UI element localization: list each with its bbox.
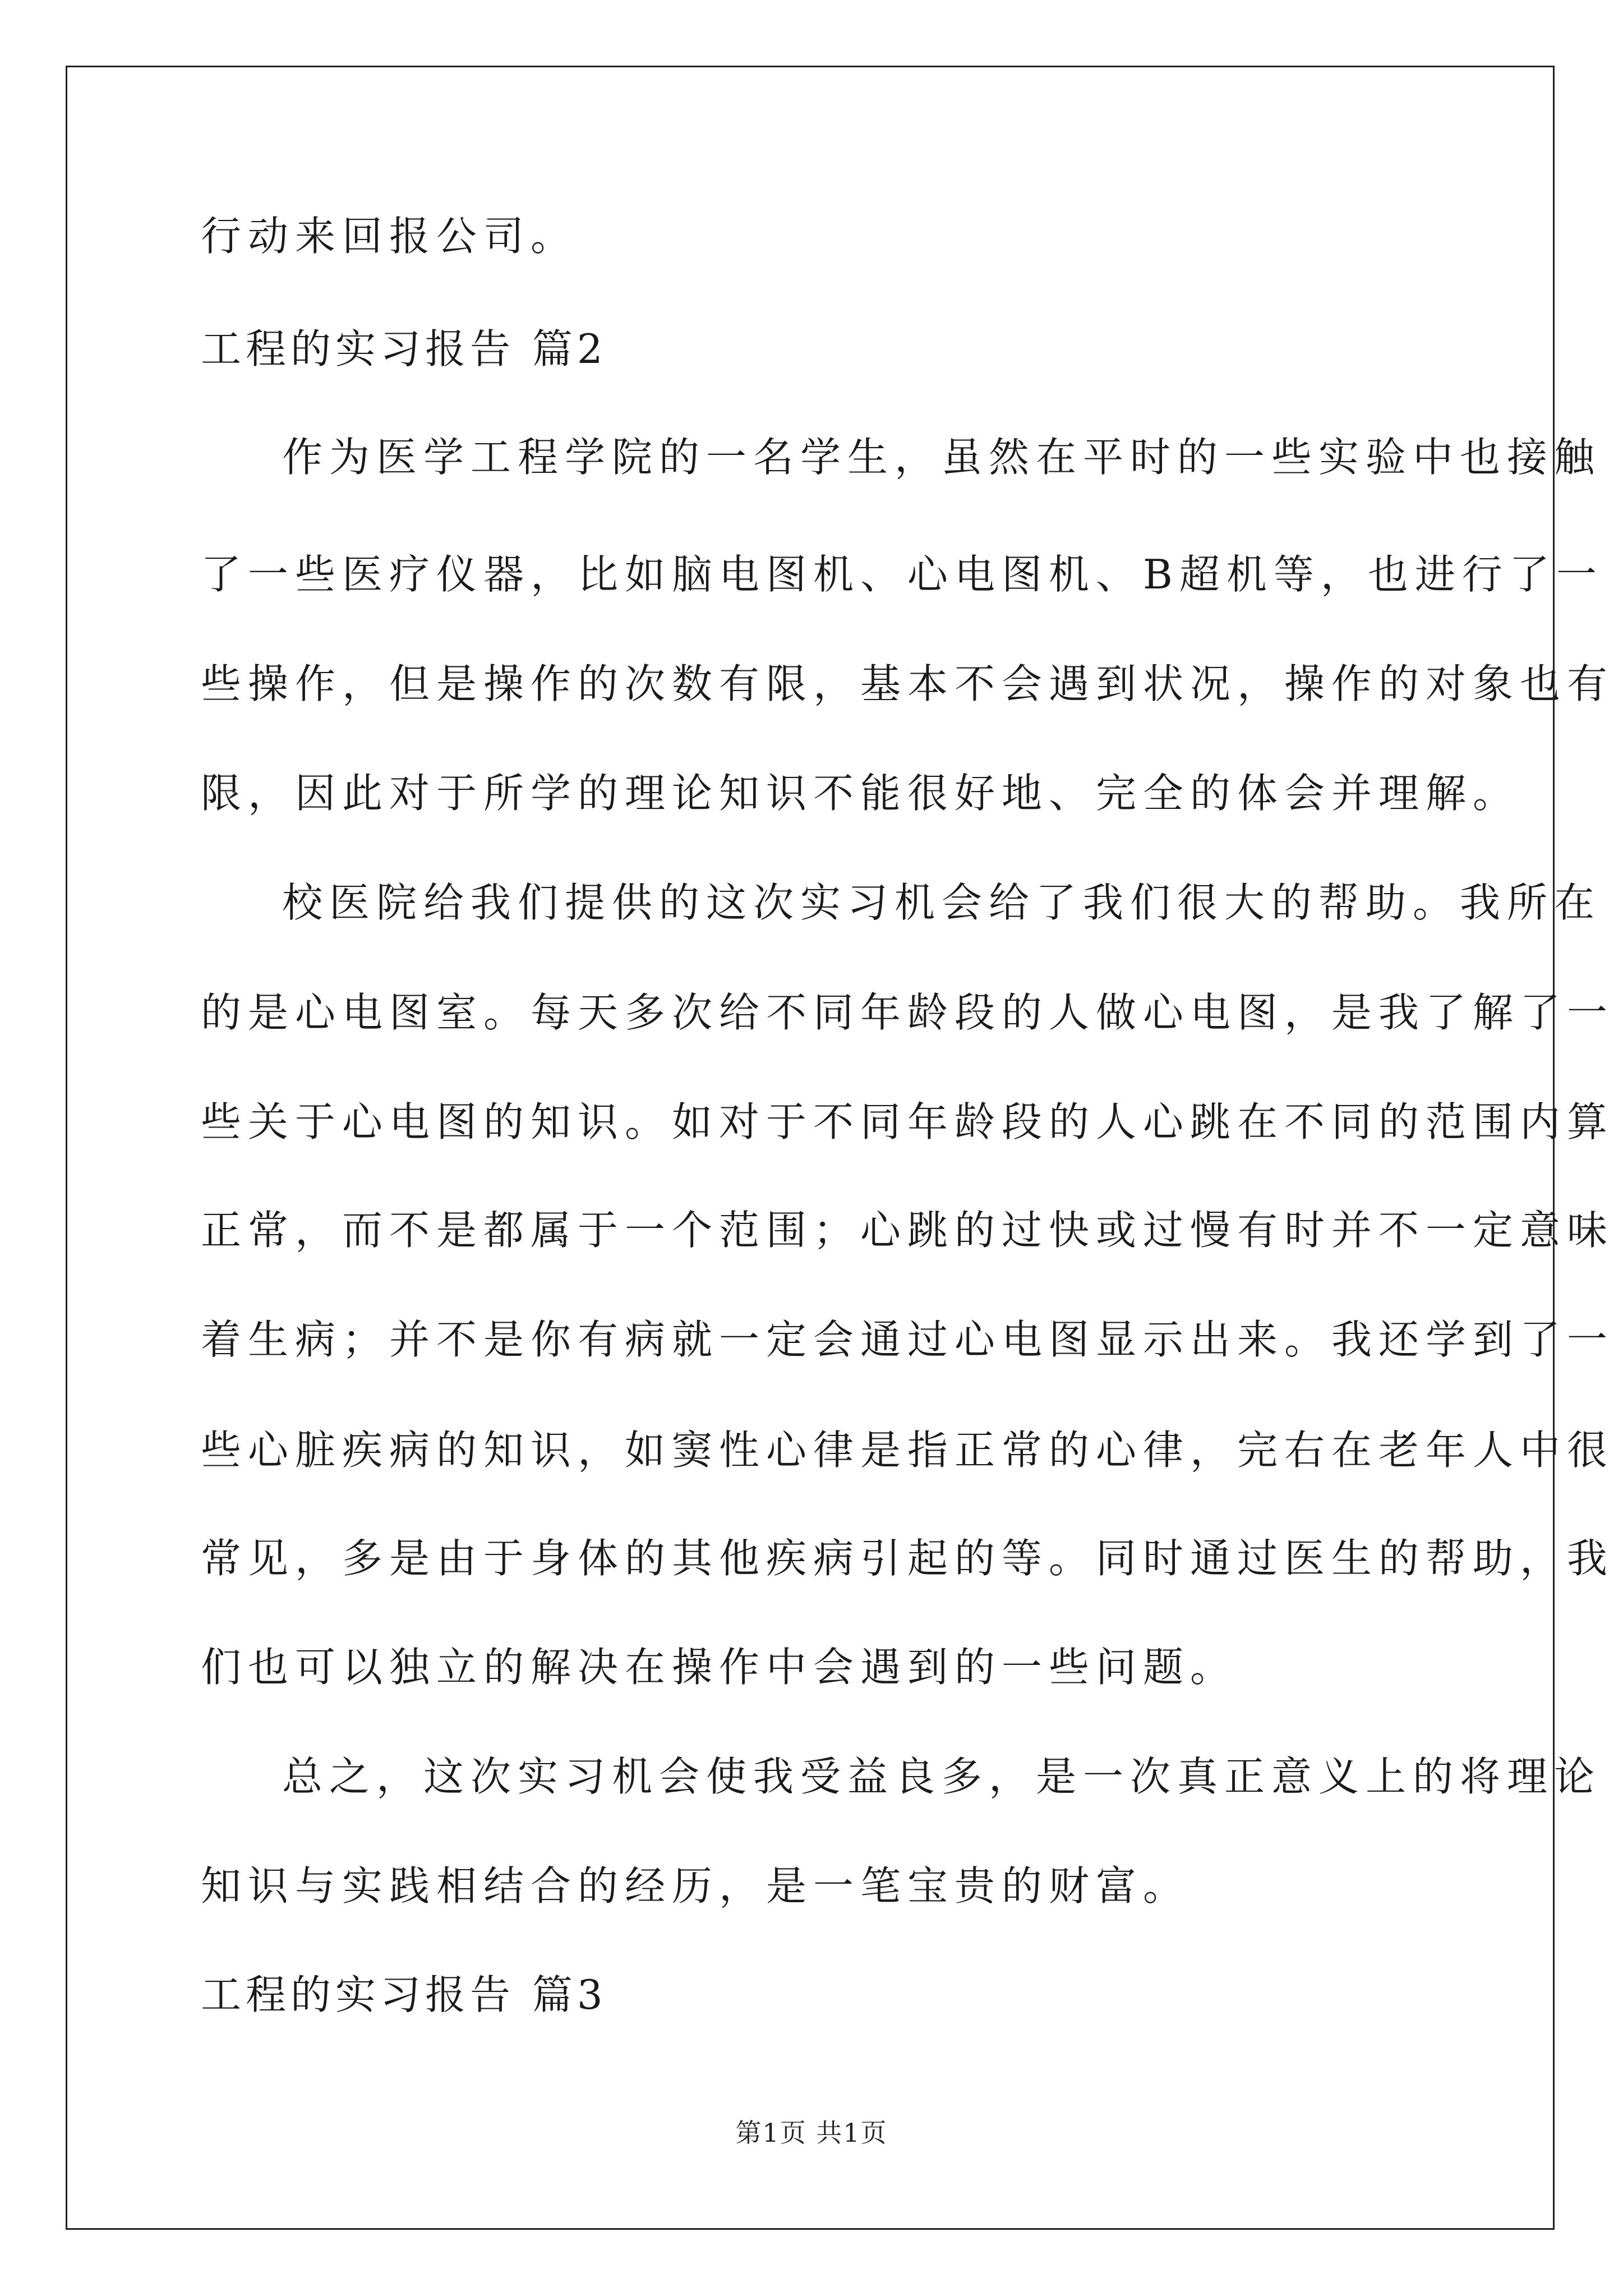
paragraph-line: 些关于心电图的知识。如对于不同年龄段的人心跳在不同的范围内算 <box>201 1098 1615 1145</box>
page-number-footer: 第1页 共1页 <box>735 2118 888 2148</box>
paragraph-line: 了一些医疗仪器，比如脑电图机、心电图机、B超机等，也进行了一 <box>201 551 1603 598</box>
paragraph-line: 知识与实践相结合的经历，是一笔宝贵的财富。 <box>201 1862 1191 1910</box>
paragraph-continuation: 行动来回报公司。 <box>201 213 578 260</box>
paragraph-line: 正常，而不是都属于一个范围；心跳的过快或过慢有时并不一定意味 <box>201 1207 1615 1254</box>
paragraph-line: 常见，多是由于身体的其他疾病引起的等。同时通过医生的帮助，我 <box>201 1535 1615 1582</box>
paragraph-line: 作为医学工程学院的一名学生，虽然在平时的一些实验中也接触 <box>282 434 1602 481</box>
paragraph-line: 的是心电图室。每天多次给不同年龄段的人做心电图，是我了解了一 <box>201 989 1615 1036</box>
paragraph-line: 限，因此对于所学的理论知识不能很好地、完全的体会并理解。 <box>201 770 1520 817</box>
paragraph-line: 些操作，但是操作的次数有限，基本不会遇到状况，操作的对象也有 <box>201 660 1615 707</box>
section-heading-3: 工程的实习报告 篇3 <box>201 1971 607 2018</box>
paragraph-line: 些心脏疾病的知识，如窦性心律是指正常的心律，完右在老年人中很 <box>201 1427 1615 1474</box>
paragraph-line: 校医院给我们提供的这次实习机会给了我们很大的帮助。我所在 <box>282 879 1602 926</box>
paragraph-line: 总之，这次实习机会使我受益良多，是一次真正意义上的将理论 <box>282 1753 1602 1800</box>
paragraph-line: 着生病；并不是你有病就一定会通过心电图显示出来。我还学到了一 <box>201 1316 1615 1363</box>
section-heading-2: 工程的实习报告 篇2 <box>201 325 607 372</box>
paragraph-line: 们也可以独立的解决在操作中会遇到的一些问题。 <box>201 1644 1238 1691</box>
